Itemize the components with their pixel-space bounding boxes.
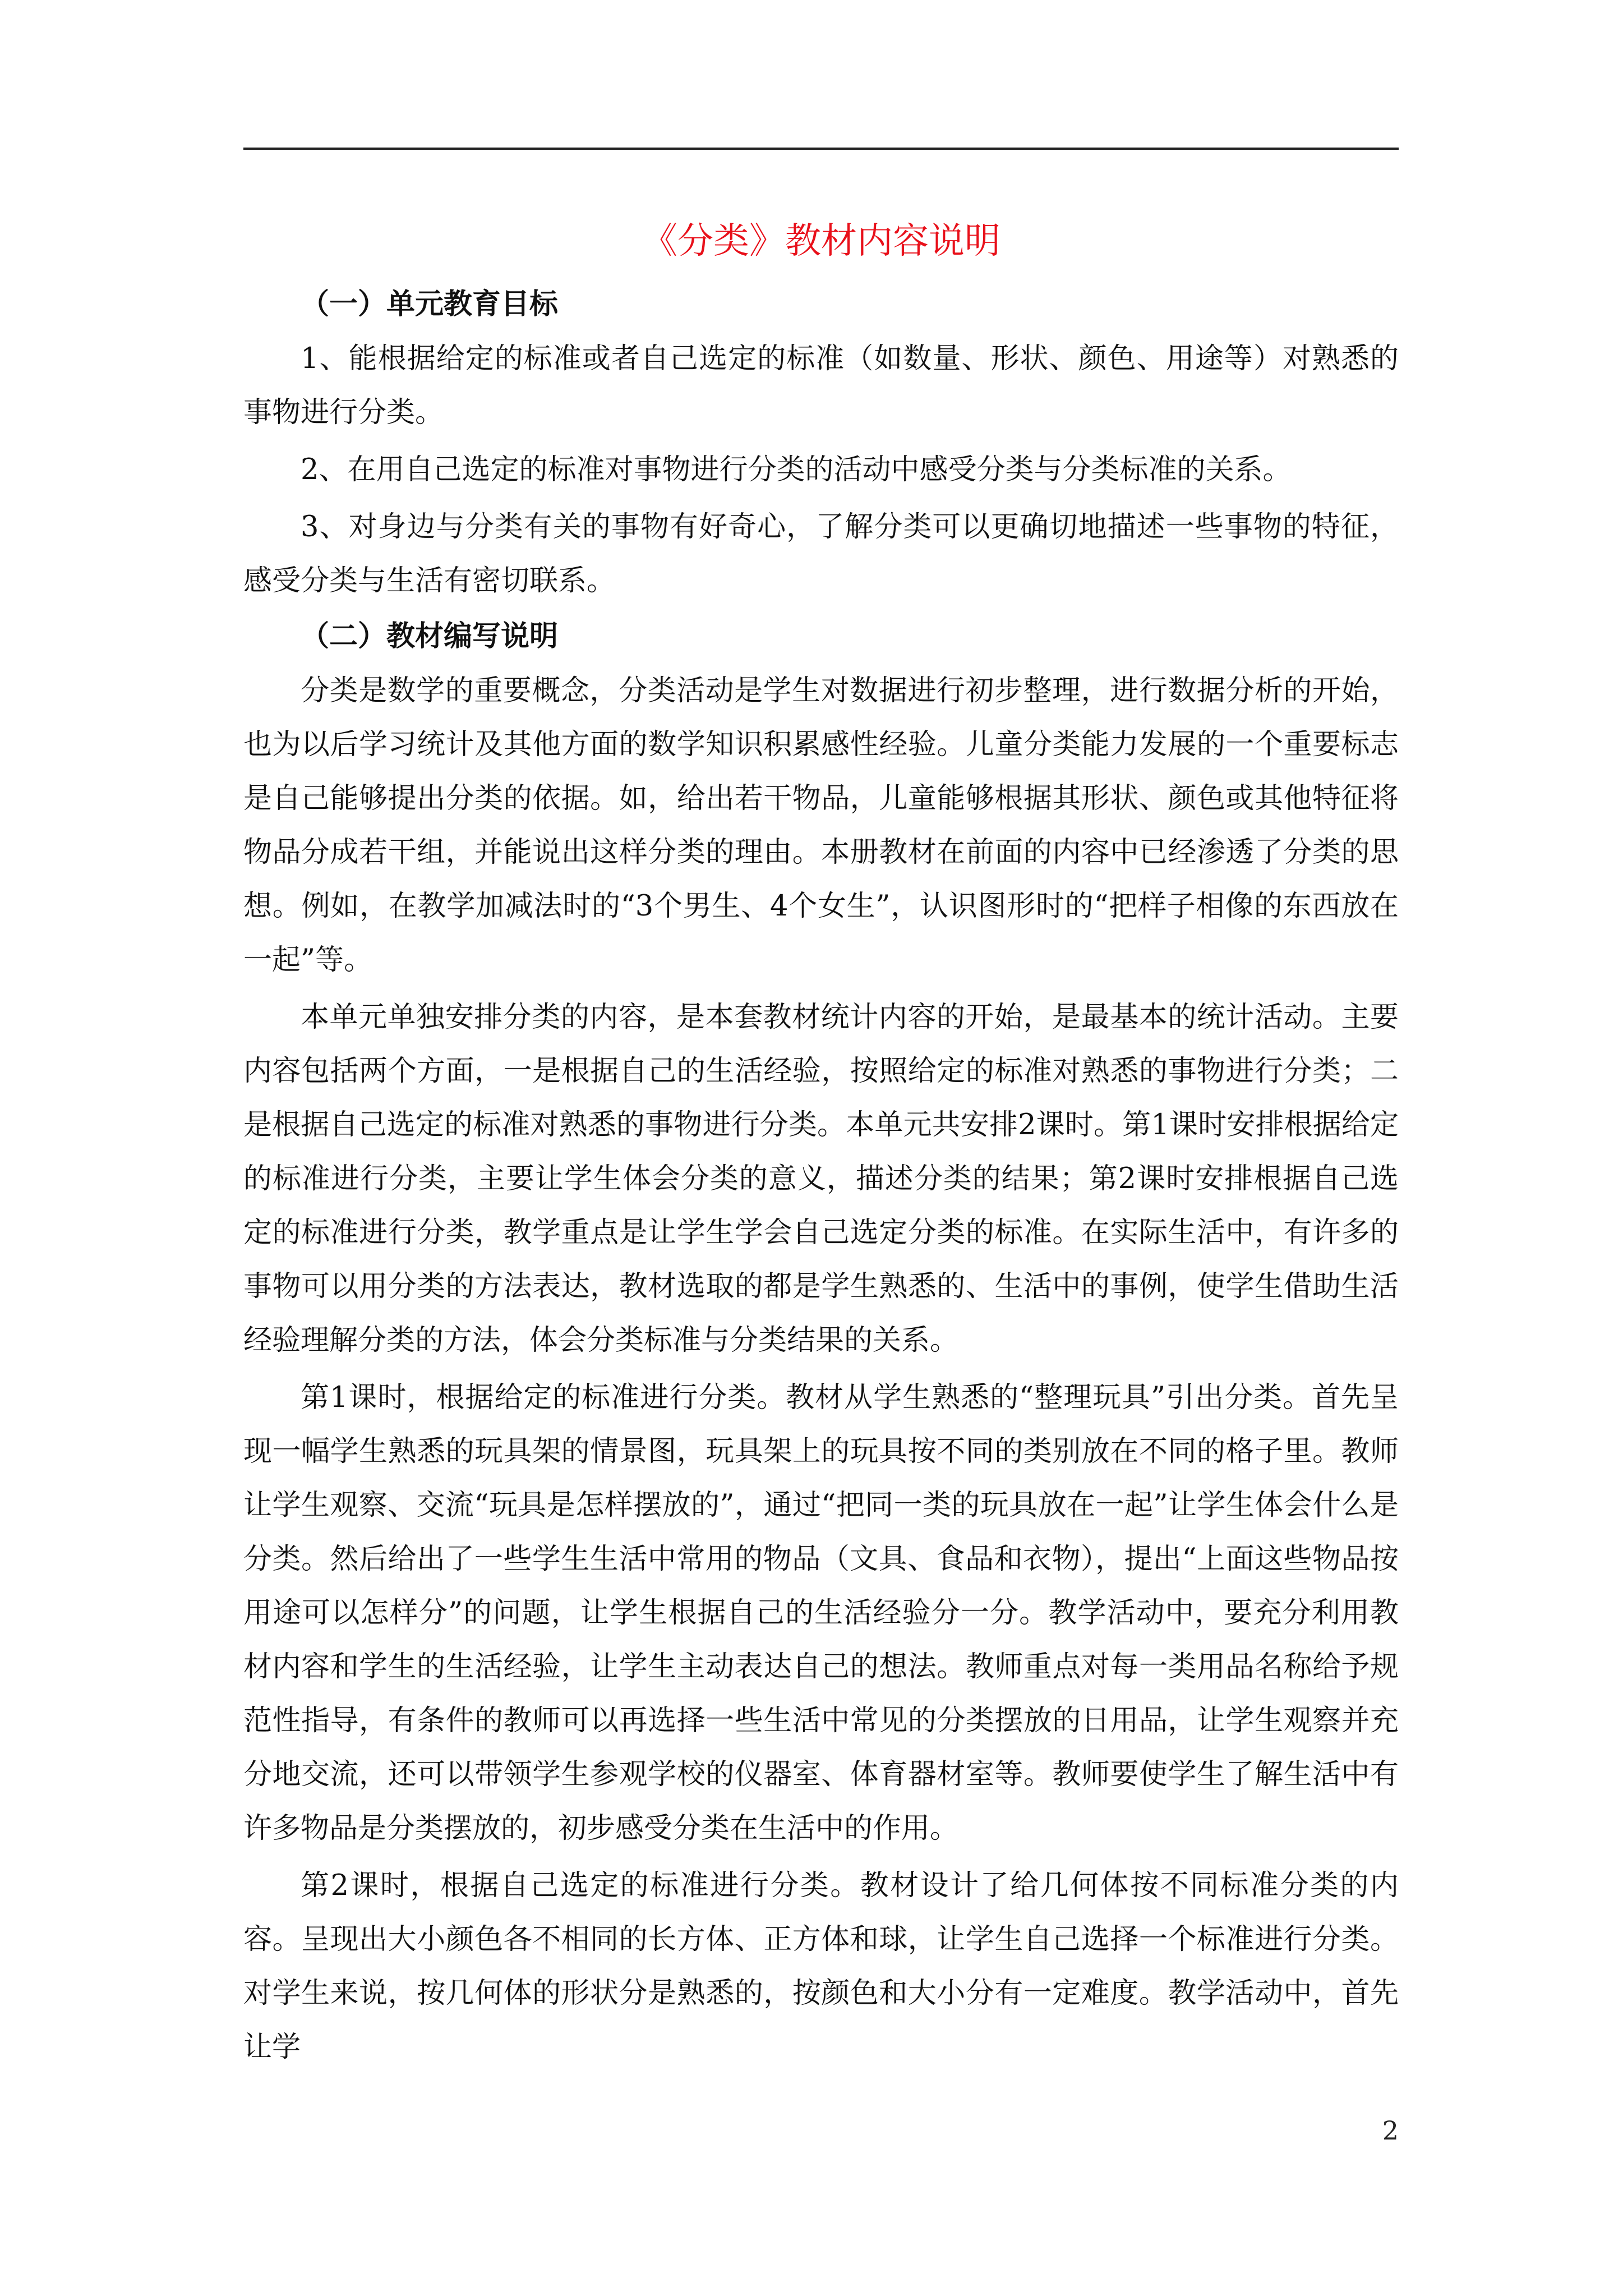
notes-paragraph-3: 第1课时，根据给定的标准进行分类。教材从学生熟悉的“整理玩具”引出分类。首先呈现一幅学生熟悉的玩具架的情景图，玩具架上的玩具按不同的类别放在不同的格子里。教师让学生观察、交流“玩具是怎样摆放的”，通过“把同一类的玩具放在一起”让学生体会什么是分类。然后给出了一些学生生活中常用的物品（文具、食品和衣物），提出“上面这些物品按用途可以怎样分”的问题，让学生根据自己的生活经验分一分。教学活动中，要充分利用教材内容和学生的生活经验，让学生主动表达自己的想法。教师重点对每一类用品名称给予规范性指导，有条件的教师可以再选择一些生活中常见的分类摆放的日用品，让学生观察并充分地交流，还可以带领学生参观学校的仪器室、体育器材室等。教师要使学生了解生活中有许多物品是分类摆放的，初步感受分类在生活中的作用。 bbox=[243, 1381, 1399, 1845]
goal-paragraph-3: 3、对身边与分类有关的事物有好奇心，了解分类可以更确切地描述一些事物的特征，感受分类与生活有密切联系。 bbox=[243, 510, 1399, 597]
goal-paragraph-1: 1、能根据给定的标准或者自己选定的标准（如数量、形状、颜色、用途等）对熟悉的事物进行分类。 bbox=[243, 342, 1399, 429]
section-heading-goals: （一）单元教育目标 bbox=[301, 287, 559, 321]
notes-paragraph-4: 第2课时，根据自己选定的标准进行分类。教材设计了给几何体按不同标准分类的内容。呈现出大小颜色各不相同的长方体、正方体和球，让学生自己选择一个标准进行分类。对学生来说，按几何体的形状分是熟悉的，按颜色和大小分有一定难度。教学活动中，首先让学 bbox=[243, 1869, 1399, 2064]
page-number: 2 bbox=[1382, 2115, 1399, 2146]
header-rule bbox=[243, 148, 1399, 150]
section-heading-writing-notes: （二）教材编写说明 bbox=[301, 619, 559, 653]
document-body bbox=[243, 276, 1399, 2074]
notes-paragraph-1: 分类是数学的重要概念，分类活动是学生对数据进行初步整理，进行数据分析的开始，也为以后学习统计及其他方面的数学知识积累感性经验。儿童分类能力发展的一个重要标志是自己能够提出分类的依据。如，给出若干物品，儿童能够根据其形状、颜色或其他特征将物品分成若干组，并能说出这样分类的理由。本册教材在前面的内容中已经渗透了分类的思想。例如，在教学加减法时的“3个男生、4个女生”，认识图形时的“把样子相像的东西放在一起”等。 bbox=[243, 674, 1399, 977]
document-title: 《分类》教材内容说明 bbox=[642, 220, 1000, 262]
notes-paragraph-2: 本单元单独安排分类的内容，是本套教材统计内容的开始，是最基本的统计活动。主要内容包括两个方面，一是根据自己的生活经验，按照给定的标准对熟悉的事物进行分类；二是根据自己选定的标准对熟悉的事物进行分类。本单元共安排2课时。第1课时安排根据给定的标准进行分类，主要让学生体会分类的意义，描述分类的结果；第2课时安排根据自己选定的标准进行分类，教学重点是让学生学会自己选定分类的标准。在实际生活中，有许多的事物可以用分类的方法表达，教材选取的都是学生熟悉的、生活中的事例，使学生借助生活经验理解分类的方法，体会分类标准与分类结果的关系。 bbox=[243, 1001, 1399, 1357]
goal-paragraph-2: 2、在用自己选定的标准对事物进行分类的活动中感受分类与分类标准的关系。 bbox=[301, 453, 1292, 486]
